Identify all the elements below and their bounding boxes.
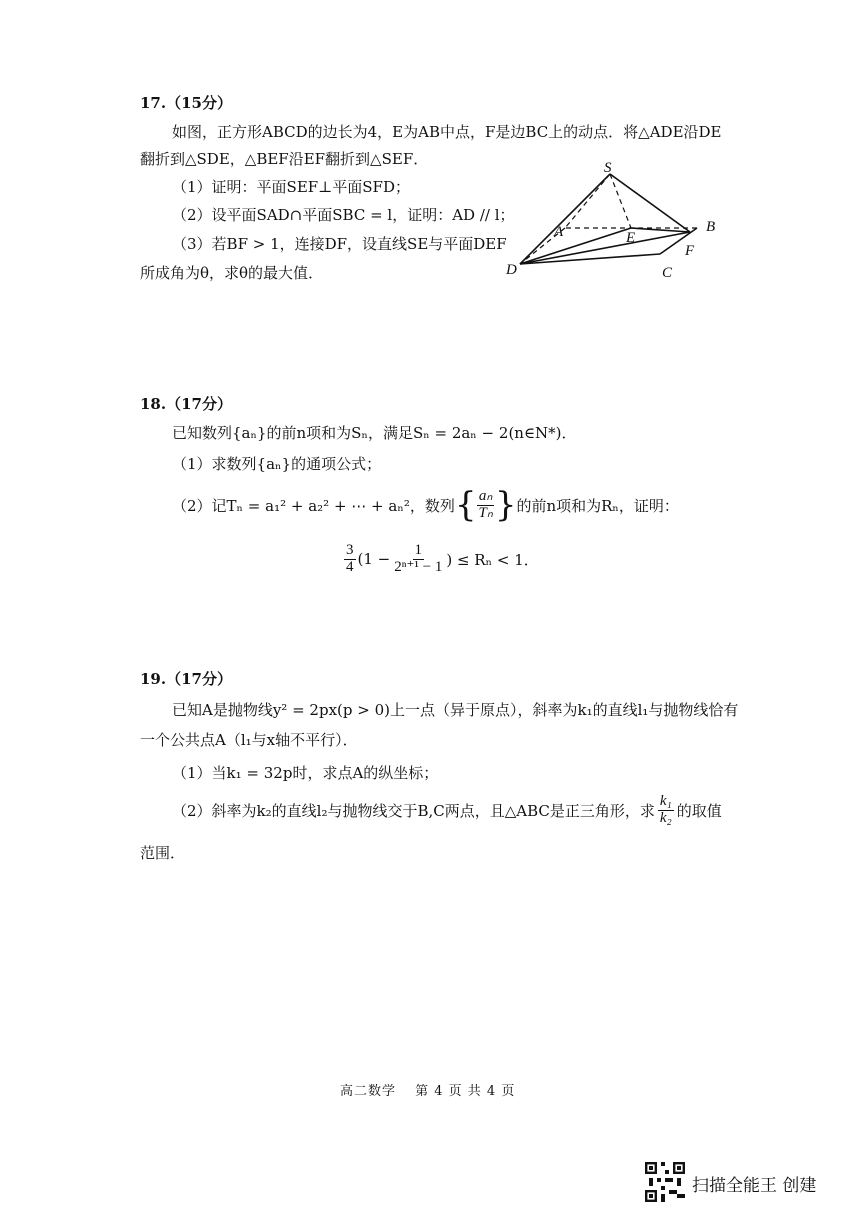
q17-heading: 17.（15分） xyxy=(140,94,232,112)
q19-part2-line2: 范围． xyxy=(140,844,186,862)
q19-part2 xyxy=(172,794,722,827)
label-B: B xyxy=(706,219,716,235)
qr-code-icon xyxy=(645,1162,685,1202)
ineq-inner-num: 1 xyxy=(414,542,423,558)
q17-intro-line1: 如图，正方形ABCD的边长为4，E为AB中点，F是边BC上的动点．将△ADE沿DE xyxy=(172,123,722,141)
ineq-close: ) ≤ Rₙ < 1． xyxy=(446,550,539,569)
q18-intro: 已知数列{aₙ}的前n项和为Sₙ，满足Sₙ = 2aₙ − 2(n∈N*)． xyxy=(172,424,577,442)
ineq-coef-den: 4 xyxy=(346,558,354,575)
q17-intro-line2: 翻折到△SDE，△BEF沿EF翻折到△SEF． xyxy=(140,150,429,168)
q19-intro-line1: 已知A是抛物线y² = 2px(p > 0)上一点（异于原点），斜率为k₁的直线l₁与抛物线恰有 xyxy=(172,701,739,719)
label-C: C xyxy=(662,265,673,281)
q18-part2-post: 的前n项和为Rₙ，证明： xyxy=(516,496,679,515)
q17-part1: （1）证明：平面SEF⊥平面SFD； xyxy=(172,178,410,196)
q18-frac-den: Tₙ xyxy=(478,504,493,521)
q18-brace-fraction xyxy=(454,485,517,525)
q17-part3-line2: 所成角为θ，求θ的最大值． xyxy=(140,264,324,282)
q18-heading: 18.（17分） xyxy=(140,395,232,413)
q19-part2-post: 的取值 xyxy=(676,801,722,820)
ineq-coef-num: 3 xyxy=(346,542,354,558)
page-footer: 高二数学 第 4 页 共 4 页 xyxy=(340,1084,516,1099)
label-A: A xyxy=(554,224,564,240)
q18-part2-pre: （2）记Tₙ = a₁² + a₂² + ⋯ + aₙ²，数列 xyxy=(172,496,455,515)
watermark-text: 扫描全能王 创建 xyxy=(692,1176,817,1196)
q19-part2-pre: （2）斜率为k₂的直线l₂与抛物线交于B,C两点，且△ABC是正三角形，求 xyxy=(172,801,655,820)
q18-inequality xyxy=(344,543,539,576)
q19-frac-den: k₂ xyxy=(659,809,672,826)
label-D: D xyxy=(506,262,517,278)
q17-part2: （2）设平面SAD∩平面SBC = l，证明：AD // l； xyxy=(172,206,515,224)
q18-part2 xyxy=(172,485,679,525)
label-E: E xyxy=(626,230,636,246)
ineq-inner-den: 2ⁿ⁺¹ − 1 xyxy=(394,558,443,575)
q18-part1: （1）求数列{aₙ}的通项公式； xyxy=(172,455,382,473)
left-brace-icon: { xyxy=(454,485,477,525)
right-brace-icon: } xyxy=(494,485,517,525)
q19-part1: （1）当k₁ = 32p时，求点A的纵坐标； xyxy=(172,764,439,782)
pyramid-figure xyxy=(500,160,730,285)
q19-heading: 19.（17分） xyxy=(140,670,232,688)
q18-frac-num: aₙ xyxy=(478,487,493,504)
q17-part3: （3）若BF > 1，连接DF，设直线SE与平面DEF xyxy=(172,235,507,253)
label-F: F xyxy=(685,243,695,259)
ineq-open: (1 − xyxy=(357,550,391,569)
label-S: S xyxy=(604,160,612,176)
q19-intro-line2: 一个公共点A（l₁与x轴不平行）． xyxy=(140,731,358,749)
q19-frac-num: k₁ xyxy=(659,793,672,809)
